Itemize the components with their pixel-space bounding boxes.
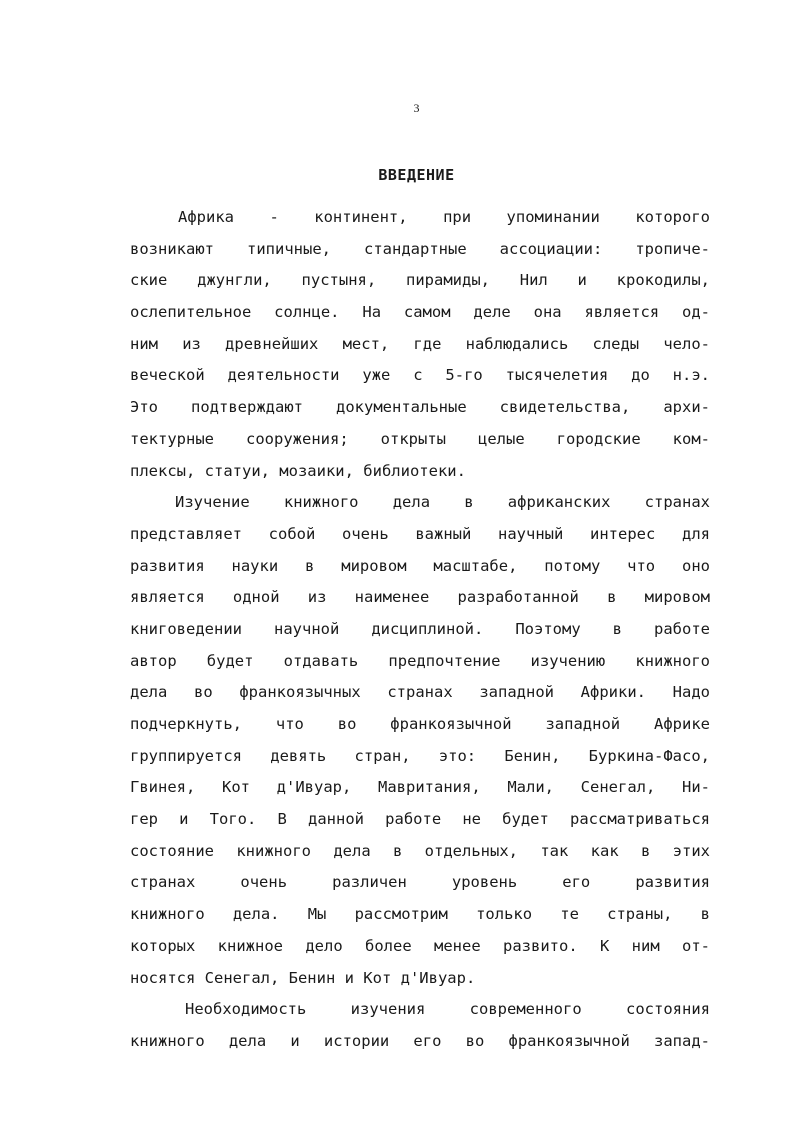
text-line: гер и Того. В данной работе не будет рассматриваться — [130, 810, 710, 829]
text-line: является одной из наименее разработанной в мировом — [130, 588, 710, 607]
text-line: автор будет отдавать предпочтение изучению книжного — [130, 651, 710, 670]
text-line: дела во франкоязычных странах западной Африки. Надо — [130, 683, 710, 702]
text-line: Гвинея, Кот д'Ивуар, Мавритания, Мали, Сенегал, Ни- — [130, 778, 710, 797]
text-line: веческой деятельности уже с 5-го тысячелетия до н.э. — [130, 366, 710, 385]
text-line: плексы, статуи, мозаики, библиотеки. — [130, 461, 466, 480]
text-line: ослепительное солнце. На самом деле она является од- — [130, 303, 710, 322]
text-line: состояние книжного дела в отдельных, так как в этих — [130, 841, 710, 860]
text-line: подчеркнуть, что во франкоязычной западной Африке — [130, 715, 710, 733]
text-line: представляет собой очень важный научный интерес для — [130, 524, 710, 543]
page-number: 3 — [413, 101, 420, 115]
page-title: ВВЕДЕНИЕ — [378, 166, 455, 184]
text-line: книжного дела. Мы рассмотрим только те страны, в — [130, 905, 710, 924]
text-line: книжного дела и истории его во франкоязычной запад- — [130, 1031, 710, 1050]
text-line: носятся Сенегал, Бенин и Кот д'Ивуар. — [130, 968, 476, 987]
text-line: ские джунгли, пустыня, пирамиды, Нил и крокодилы, — [130, 271, 710, 290]
text-line: Изучение книжного дела в африканских странах — [175, 493, 710, 512]
text-line: группируется девять стран, это: Бенин, Буркина-Фасо, — [130, 746, 710, 765]
body-text — [130, 202, 710, 1058]
text-line: ним из древнейших мест, где наблюдались следы чело- — [130, 334, 710, 353]
text-line: возникают типичные, стандартные ассоциации: тропиче- — [130, 239, 710, 258]
text-line: книговедении научной дисциплиной. Поэтому в работе — [130, 619, 710, 638]
text-line: тектурные сооружения; открыты целые городские ком- — [130, 429, 710, 448]
text-line: Африка - континент, при упоминании которого — [178, 208, 710, 226]
text-line: которых книжное дело более менее развито. К ним от- — [130, 936, 710, 955]
text-line: Это подтверждают документальные свидетельства, архи- — [130, 398, 710, 417]
text-line: Необходимость изучения современного состояния — [185, 1000, 710, 1019]
text-line: развития науки в мировом масштабе, потому что оно — [130, 556, 710, 575]
text-line: странах очень различен уровень его развития — [130, 873, 710, 892]
